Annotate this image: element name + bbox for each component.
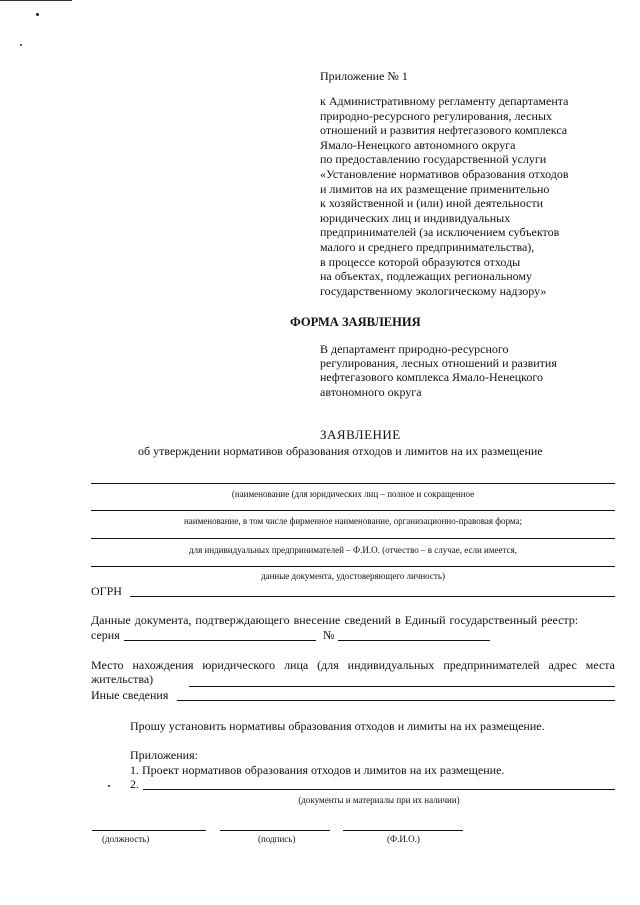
- appendix-title: Приложение № 1: [320, 69, 408, 83]
- attachments-caption: (документы и материалы при их наличии): [298, 795, 460, 805]
- caption-name-2: наименование, в том числе фирменное наименование, организационно-правовая форма;: [183, 516, 523, 526]
- signature-field[interactable]: [220, 830, 330, 831]
- appendix-line: природно-ресурсного регулирования, лесных: [320, 108, 552, 123]
- appendix-line: к Административному регламенту департамента: [320, 94, 569, 108]
- appendix-line: Ямало-Ненецкого автономного округа: [320, 137, 516, 152]
- position-field[interactable]: [92, 830, 206, 831]
- series-field[interactable]: [124, 640, 316, 641]
- caption-name-4: данные документа, удостоверяющего личность): [261, 571, 445, 581]
- location-text: Место нахождения юридического лица (для индивидуальных предпринимателей адрес места жительства): [91, 658, 615, 686]
- signature-caption: (подпись): [258, 834, 296, 844]
- appendix-line: малого и среднего предпринимательства),: [320, 240, 535, 254]
- name-signature-field[interactable]: [343, 830, 463, 831]
- attachment-item-1: 1. Проект нормативов образования отходов и лимитов на их размещение.: [130, 763, 505, 777]
- addressee-line: регулирования, лесных отношений и развития: [320, 356, 557, 371]
- name-field-line-3[interactable]: [91, 538, 615, 539]
- statement-title: ЗАЯВЛЕНИЕ: [320, 427, 401, 442]
- name-field-line-2[interactable]: [91, 510, 615, 511]
- appendix-line: и лимитов на их размещение применительно: [320, 181, 550, 196]
- appendix-line: «Установление нормативов образования отходов: [320, 167, 569, 181]
- scan-speck: [20, 44, 22, 46]
- attachment-item-2-number: 2.: [130, 777, 139, 791]
- scan-speck: [36, 13, 39, 16]
- series-label: серия: [91, 628, 120, 642]
- form-title: ФОРМА ЗАЯВЛЕНИЯ: [290, 315, 421, 329]
- position-caption: (должность): [102, 834, 150, 844]
- attachments-heading: Приложения:: [130, 748, 198, 762]
- appendix-line: юридических лиц и индивидуальных: [320, 210, 511, 225]
- addressee-line: автономного округа: [320, 384, 422, 399]
- appendix-line: отношений и развития нефтегазового комплекса: [320, 123, 568, 138]
- appendix-line: на объектах, подлежащих региональному: [320, 269, 533, 284]
- number-field[interactable]: [338, 640, 490, 641]
- request-text: Прошу установить нормативы образования отходов и лимиты на их размещение.: [130, 719, 545, 733]
- appendix-line: в процессе которой образуются отходы: [320, 254, 521, 269]
- location-field[interactable]: [189, 686, 615, 687]
- registry-text: Данные документа, подтверждающего внесение сведений в Единый государственный реестр:: [91, 613, 579, 627]
- scan-speck: [108, 785, 110, 787]
- appendix-line: предпринимателей (за исключением субъектов: [320, 225, 560, 240]
- scan-edge-line: [0, 0, 72, 1]
- ogrn-label: ОГРН: [91, 584, 122, 598]
- statement-subtitle: об утверждении нормативов образования отходов и лимитов на их размещение: [138, 444, 543, 458]
- attachment-item-2-field[interactable]: [143, 789, 615, 790]
- addressee-line: В департамент природно-ресурсного: [320, 342, 509, 356]
- appendix-line: к хозяйственной и (или) иной деятельности: [320, 196, 544, 211]
- number-label: №: [323, 628, 335, 642]
- appendix-line: государственному экологическому надзору»: [320, 283, 547, 298]
- other-label: Иные сведения: [91, 688, 169, 702]
- appendix-line: по предоставлению государственной услуги: [320, 152, 547, 167]
- caption-name-1: (наименование (для юридических лиц – полное и сокращенное: [231, 489, 475, 499]
- name-field-line-4[interactable]: [91, 566, 615, 567]
- other-field[interactable]: [177, 700, 615, 701]
- caption-name-3: для индивидуальных предпринимателей – Ф.И.О. (отчество – в случае, если имеется,: [189, 545, 517, 555]
- name-field-line-1[interactable]: [91, 483, 615, 484]
- ogrn-field[interactable]: [130, 596, 615, 597]
- full-name-caption: (Ф.И.О.): [387, 834, 420, 844]
- addressee-line: нефтегазового комплекса Ямало-Ненецкого: [320, 370, 543, 385]
